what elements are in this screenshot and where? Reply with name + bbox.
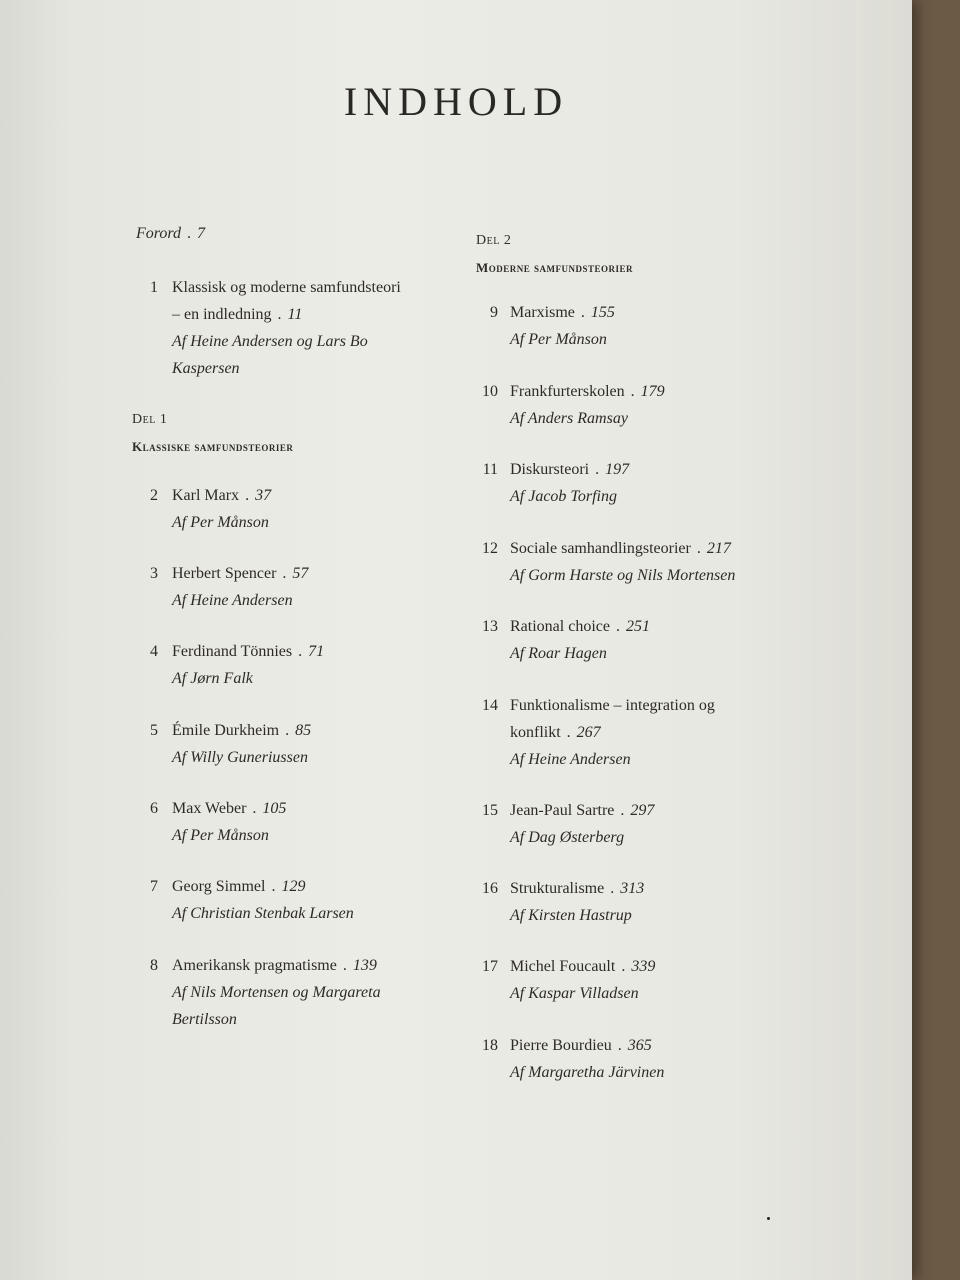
page-number: 155 bbox=[590, 304, 615, 321]
chapter-author: Af Willy Guneriussen bbox=[172, 749, 308, 766]
chapter-author: Af Per Månson bbox=[510, 331, 607, 348]
chapter-title: Klassisk og moderne samfundsteori bbox=[172, 279, 401, 296]
foreword-entry: Forord . 7 bbox=[136, 225, 206, 242]
chapter-number: 12 bbox=[482, 540, 498, 557]
chapter-number: 8 bbox=[150, 957, 158, 974]
chapter-author: Af Jørn Falk bbox=[172, 670, 253, 687]
chapter-author: Af Per Månson bbox=[172, 514, 269, 531]
chapter-author: Af Per Månson bbox=[172, 827, 269, 844]
page-title: INDHOLD bbox=[343, 79, 569, 124]
foreword-label: Forord bbox=[136, 225, 182, 242]
chapter-title: Michel Foucault . 339 bbox=[510, 958, 656, 975]
chapter-author: Af Kirsten Hastrup bbox=[510, 907, 632, 924]
part-1-title: Klassiske samfundsteorier bbox=[132, 439, 294, 454]
page-number: 267 bbox=[576, 724, 601, 741]
chapter-number: 5 bbox=[150, 722, 158, 739]
page-number: 105 bbox=[262, 800, 287, 817]
page-number: 139 bbox=[352, 957, 377, 974]
chapter-author: Af Nils Mortensen og Margareta bbox=[172, 984, 381, 1001]
chapter-number: 3 bbox=[150, 565, 158, 582]
part-1-label: Del 1 bbox=[132, 412, 168, 427]
chapter-title: Amerikansk pragmatisme . 139 bbox=[172, 957, 377, 974]
page-number: 251 bbox=[625, 618, 650, 635]
chapter-title: Rational choice . 251 bbox=[510, 618, 650, 635]
part-2-label: Del 2 bbox=[476, 233, 512, 248]
page-number: 297 bbox=[630, 802, 655, 819]
page-number: 313 bbox=[620, 880, 645, 897]
chapter-title: Jean-Paul Sartre . 297 bbox=[510, 802, 655, 819]
chapter-number: 17 bbox=[482, 958, 498, 975]
page-number: 11 bbox=[287, 306, 303, 323]
chapter-title: Sociale samhandlingsteorier . 217 bbox=[510, 540, 731, 557]
chapter-title: – en indledning . 11 bbox=[172, 306, 303, 323]
foreword-page: 7 bbox=[197, 225, 206, 242]
chapter-title: Ferdinand Tönnies . 71 bbox=[172, 643, 325, 660]
chapter-author: Af Gorm Harste og Nils Mortensen bbox=[510, 567, 736, 584]
chapter-title: Frankfurterskolen . 179 bbox=[510, 383, 665, 400]
chapter-title: Émile Durkheim . 85 bbox=[172, 722, 312, 739]
chapter-title: Pierre Bourdieu . 365 bbox=[510, 1037, 652, 1054]
chapter-title: konflikt . 267 bbox=[510, 724, 601, 741]
chapter-author: Af Anders Ramsay bbox=[510, 410, 628, 427]
chapter-number: 15 bbox=[482, 802, 498, 819]
page-number: 339 bbox=[631, 958, 656, 975]
page-number: 71 bbox=[308, 643, 325, 660]
chapter-number: 16 bbox=[482, 880, 498, 897]
chapter-number: 4 bbox=[150, 643, 158, 660]
chapter-author: Kaspersen bbox=[172, 360, 240, 377]
chapter-number: 7 bbox=[150, 878, 158, 895]
chapter-title: Strukturalisme . 313 bbox=[510, 880, 645, 897]
chapter-title: Georg Simmel . 129 bbox=[172, 878, 306, 895]
page-number: 37 bbox=[255, 487, 272, 504]
chapter-author: Af Heine Andersen og Lars Bo bbox=[172, 333, 368, 350]
part-1-heading bbox=[132, 406, 293, 460]
chapter-author: Af Margaretha Järvinen bbox=[510, 1064, 665, 1081]
chapter-number: 11 bbox=[482, 461, 498, 478]
page-number: 197 bbox=[605, 461, 630, 478]
chapter-title: Diskursteori . 197 bbox=[510, 461, 630, 478]
chapter-title: Marxisme . 155 bbox=[510, 304, 615, 321]
page-number: 365 bbox=[627, 1037, 652, 1054]
page-number: 129 bbox=[281, 878, 306, 895]
chapter-number: 9 bbox=[490, 304, 498, 321]
chapter-author: Af Roar Hagen bbox=[510, 645, 607, 662]
chapter-number: 14 bbox=[482, 697, 498, 714]
chapter-title: Herbert Spencer . 57 bbox=[172, 565, 309, 582]
chapter-number: 2 bbox=[150, 487, 158, 504]
chapter-author: Af Christian Stenbak Larsen bbox=[172, 905, 354, 922]
page-number: 217 bbox=[706, 540, 731, 557]
chapter-number: 18 bbox=[482, 1037, 498, 1054]
chapter-author: Af Kaspar Villadsen bbox=[510, 985, 639, 1002]
chapter-author: Af Jacob Torfing bbox=[510, 488, 617, 505]
chapter-number: 6 bbox=[150, 800, 158, 817]
part-2-title: Moderne samfundsteorier bbox=[476, 260, 634, 275]
chapter-number: 10 bbox=[482, 383, 498, 400]
page-number: 85 bbox=[295, 722, 312, 739]
part-2-heading bbox=[476, 227, 633, 281]
chapter-number: 1 bbox=[150, 279, 158, 296]
chapter-author: Bertilsson bbox=[172, 1011, 237, 1028]
chapter-title: Max Weber . 105 bbox=[172, 800, 287, 817]
page-number: 57 bbox=[292, 565, 309, 582]
chapter-author: Af Heine Andersen bbox=[172, 592, 293, 609]
chapter-author: Af Heine Andersen bbox=[510, 751, 631, 768]
page-number: 179 bbox=[640, 383, 665, 400]
ink-speck bbox=[767, 1217, 770, 1220]
chapter-number: 13 bbox=[482, 618, 498, 635]
chapter-title: Funktionalisme – integration og bbox=[510, 697, 715, 714]
chapter-author: Af Dag Østerberg bbox=[510, 829, 625, 846]
chapter-title: Karl Marx . 37 bbox=[172, 487, 272, 504]
